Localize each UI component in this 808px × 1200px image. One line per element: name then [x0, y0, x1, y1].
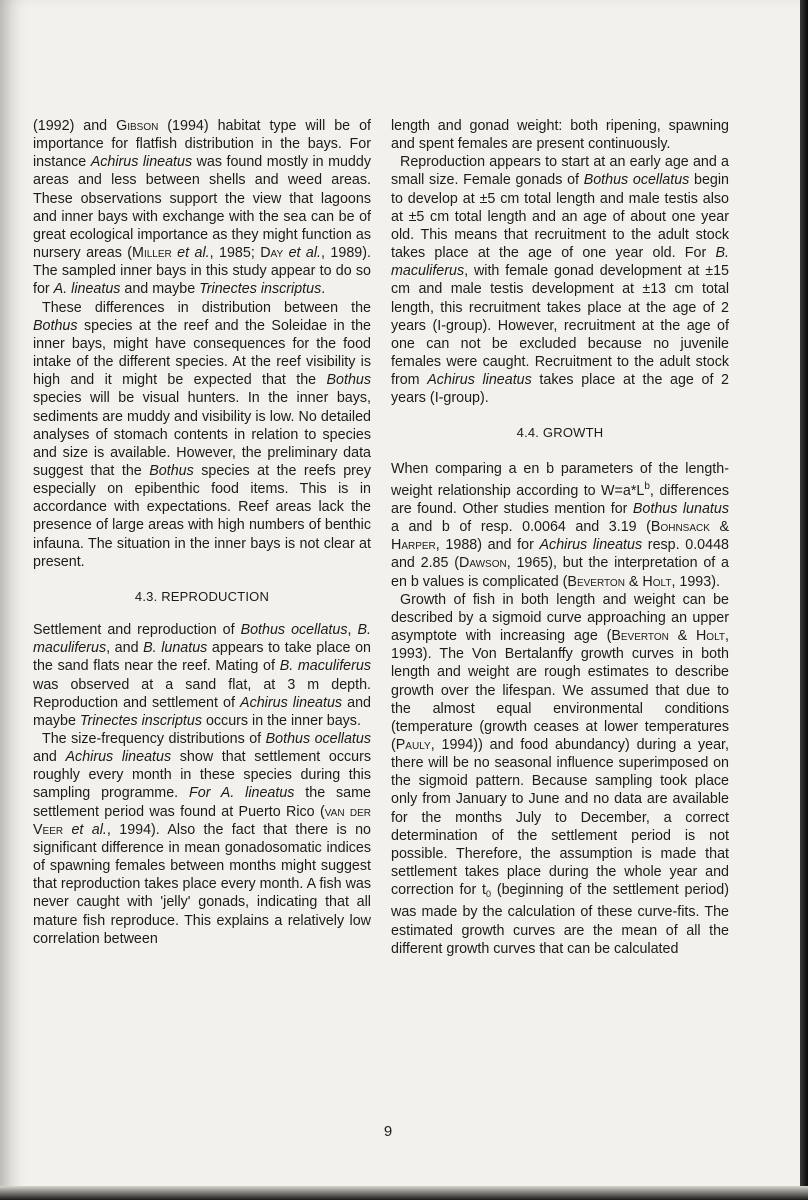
- species-name: Bothus ocellatus: [583, 172, 690, 189]
- paragraph-growth-curves: [391, 591, 729, 958]
- text: a and b of resp. 0.0064 and 3.19 (: [391, 519, 651, 536]
- text: species at the reefs prey especially on epibenthic food items. This is in accordance with expectations. Reef areas lack the presence of large areas with high numbers of benthic infauna. The situation in the inner bays is not clear at present.: [33, 462, 371, 570]
- species-name: Achirus lineatus: [90, 154, 193, 171]
- text: , 1965), but the interpretation of a en b values is complicated (: [391, 555, 729, 590]
- citation-author: Dawson: [459, 555, 507, 572]
- text: , 1989). The sampled inner bays in this study appear to do so for: [33, 245, 371, 298]
- text: was found mostly in muddy areas and less between shells and weed areas. These observations support the view that lagoons and inner bays with exchange with the sea can be of great ecological importance as they might function as nursery areas (: [33, 154, 371, 262]
- species-name: For A. lineatus: [189, 785, 295, 802]
- right-column: [391, 117, 729, 958]
- text: and: [33, 749, 66, 766]
- paragraph-habitat: [33, 117, 371, 299]
- text: , with female gonad development at ±15 cm and male testis development at ±13 cm total length, this recruitment takes place at the age of 2 years (I-group). However, recruitment at the age of one can not be excluded because no juvenile females were caught. Recruitment to the adult stock from: [391, 263, 729, 389]
- species-name: Bothus: [326, 372, 371, 389]
- citation-author: Harper: [391, 537, 436, 554]
- citation-author: Miller: [132, 245, 172, 262]
- text: , 1988) and for: [435, 537, 540, 554]
- page-edge-bottom: [0, 1186, 808, 1200]
- et-al: et al.: [71, 821, 107, 838]
- species-name: Bothus: [33, 317, 78, 334]
- citation-author: Day: [260, 245, 284, 262]
- text: (beginning of the settlement period) was made by the calculation of these curve-fits. The estimated growth curves are the mean of all the different growth curves that can be calculated: [391, 882, 730, 957]
- text: &: [624, 573, 643, 590]
- species-name: B. maculiferus: [391, 245, 729, 280]
- species-name: Bothus: [149, 462, 194, 479]
- subscript: 0: [486, 889, 492, 900]
- left-column: [33, 117, 371, 948]
- superscript: b: [644, 480, 650, 492]
- citation-author: Holt: [695, 628, 726, 645]
- text: The size-frequency distributions of: [42, 731, 266, 747]
- citation-author: Gibson: [116, 118, 159, 134]
- et-al: et al.: [288, 245, 322, 262]
- paragraph-early-reproduction: [391, 153, 729, 407]
- text: begin to develop at ±5 cm total length and male testis also at ±5 cm total length and an age of about one year old. This means that recruitment to the adult stock takes place at the age of one year old. For: [391, 172, 729, 262]
- citation-author: van der Veer: [33, 803, 371, 838]
- citation-author: Bohnsack: [650, 519, 710, 536]
- text: (1994) habitat type will be of importance for flatfish distribution in the bays. For instance: [33, 118, 372, 171]
- text: , 1993).: [671, 573, 720, 590]
- citation-author: Pauly: [395, 737, 431, 753]
- text: appears to take place on the sand flats near the reef. Mating of: [33, 640, 371, 675]
- species-name: Trinectes inscriptus: [79, 712, 202, 729]
- text: .: [321, 281, 326, 298]
- text: species will be visual hunters. In the inner bays, sediments are muddy and visibility is low. No detailed analyses of stomach contents in relation to species and size is available. However, the preliminary data suggest that the: [33, 390, 371, 479]
- paragraph-size-frequency: [33, 730, 371, 948]
- text: and maybe: [33, 694, 371, 729]
- species-name: Bothus lunatus: [632, 500, 729, 517]
- page-edge-right: [800, 0, 808, 1200]
- species-name: Achirus lineatus: [65, 749, 172, 766]
- species-name: Trinectes inscriptus: [199, 281, 322, 298]
- text: &: [668, 628, 696, 645]
- text: the same settlement period was found at Puerto Rico (: [33, 785, 371, 820]
- citation-author: Beverton: [567, 573, 625, 590]
- text: species at the reef and the Soleidae in the inner bays, might have consequences for the food intake of the different species. At the reef visibility is high and it might be expected that the: [33, 317, 371, 389]
- citation-author: Holt: [642, 573, 672, 590]
- species-name: Bothus ocellatus: [265, 731, 371, 747]
- species-name: Achirus lineatus: [427, 372, 532, 389]
- text: was observed at a sand flat, at 3 m depth. Reproduction and settlement of: [33, 676, 371, 711]
- species-name: B. lunatus: [143, 640, 208, 657]
- paragraph-continuation: length and gonad weight: both ripening, spawning and spent females are present continuously.: [391, 118, 729, 153]
- text: When comparing a en b parameters of the length-weight relationship according to W=a*L: [391, 460, 729, 499]
- text: , 1985;: [209, 245, 261, 262]
- species-name: A. lineatus: [53, 281, 121, 298]
- text: These differences in distribution between the: [42, 299, 371, 316]
- text: (1992) and: [33, 118, 117, 134]
- text: , and: [106, 640, 144, 657]
- text: , 1994)) and food abundancy) during a year, there will be no seasonal influence superimposed on the sigmoid pattern. Because sampling took place only from January to June and no data are available for the months July to December, a correct determination of the settlement period is not possible. Therefore, the assumption is made that settlement takes place during the whole year and correction for t: [391, 737, 729, 899]
- paragraph-length-weight: [391, 460, 729, 591]
- species-name: Bothus ocellatus: [240, 622, 348, 639]
- text: , differences are found. Other studies mention for: [391, 482, 729, 517]
- text: , 1994). Also the fact that there is no significant difference in mean gonadosomatic indices of spawning females between months might suggest that reproduction takes place every month. A fish was never caught with 'jelly' gonads, indicating that all mature fish reproduce. This explains a relatively low correlation between: [33, 821, 371, 947]
- text: Reproduction appears to start at an early age and a small size. Female gonads of: [391, 154, 729, 189]
- text: Settlement and reproduction of: [33, 622, 241, 639]
- citation-author: Beverton: [611, 628, 669, 645]
- species-name: B. maculiferus: [279, 658, 371, 675]
- text: &: [709, 519, 729, 536]
- species-name: Achirus lineatus: [539, 537, 643, 554]
- text: ,: [347, 622, 358, 639]
- text: resp. 0.0448 and 2.85 (: [391, 537, 729, 572]
- text: show that settlement occurs roughly every month in these species during this sampling programme.: [33, 749, 371, 802]
- page-number: 9: [383, 1123, 393, 1140]
- et-al: et al.: [177, 245, 210, 262]
- text: Growth of fish in both length and weight can be described by a sigmoid curve approaching an upper asymptote with increasing age (: [391, 591, 729, 645]
- section-heading-reproduction: 4.3. REPRODUCTION: [134, 588, 270, 604]
- species-name: Achirus lineatus: [240, 694, 343, 711]
- species-name: B. maculiferus: [33, 622, 371, 657]
- text: , 1993). The Von Bertalanffy growth curves in both length and weight are rough estimates to describe growth over the lifespan. We assumed that due to the almost equal environmental conditions (temperature (growth ceases at lower temperatures (: [391, 628, 729, 753]
- paragraph-distribution: [33, 299, 371, 571]
- text: occurs in the inner bays.: [201, 712, 361, 729]
- paragraph-settlement: [33, 621, 371, 730]
- text: takes place at the age of 2 years (I-group).: [391, 372, 729, 407]
- section-heading-growth: 4.4. GROWTH: [516, 424, 604, 440]
- text: and maybe: [120, 281, 200, 298]
